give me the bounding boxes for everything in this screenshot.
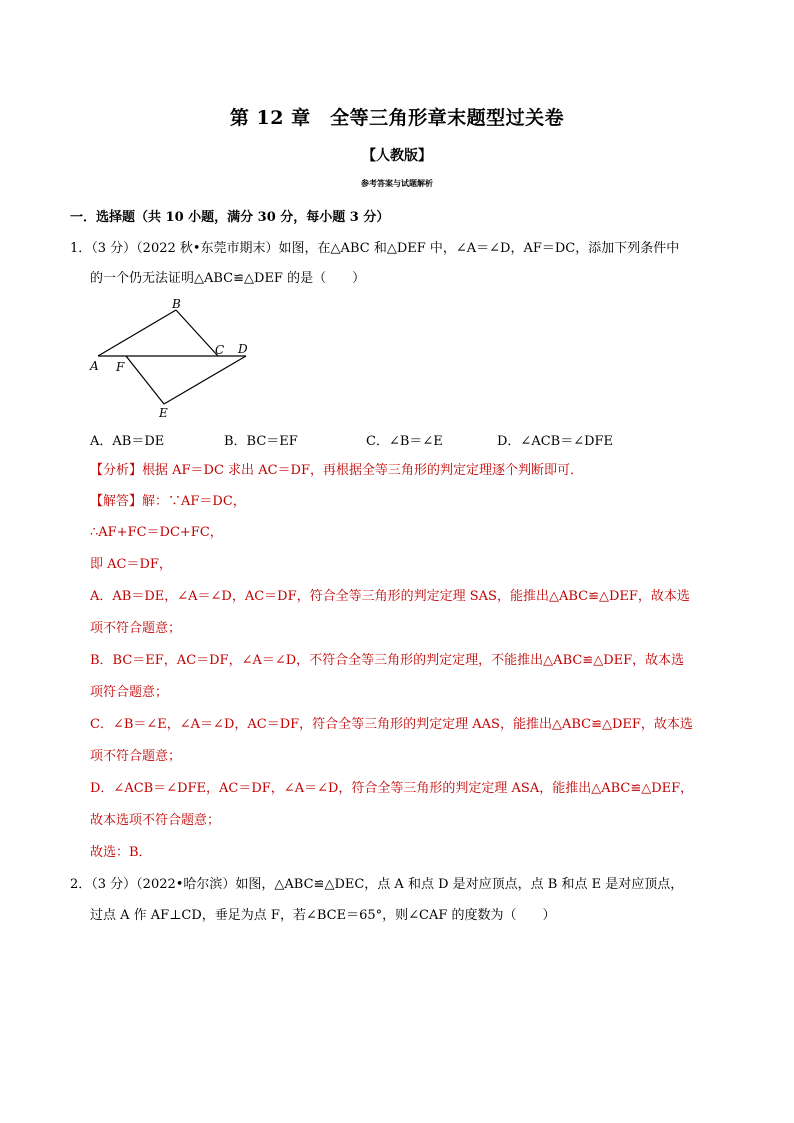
case-a-line1: A．AB＝DE，∠A＝∠D，AC＝DF，符合全等三角形的判定定理 SAS，能推出△ABC≌△DEF，故本选 xyxy=(90,589,690,604)
case-a-line2: 项不符合题意； xyxy=(90,621,182,636)
case-d-line2: 故本选项不符合题意； xyxy=(90,813,221,828)
solution-step-2: 即 AC＝DF， xyxy=(90,557,172,572)
line-bc xyxy=(176,310,218,356)
option-b: B．BC＝EF xyxy=(224,434,298,449)
label-c: C xyxy=(215,343,225,357)
q1-stem-line2: 的一个仍无法证明△ABC≌△DEF 的是（ ） xyxy=(90,271,366,286)
q2-stem-line2: 过点 A 作 AF⊥CD，垂足为点 F，若∠BCE＝65°，则∠CAF 的度数为（ ） xyxy=(90,908,556,923)
case-b-line2: 项符合题意； xyxy=(90,685,169,700)
case-c-line2: 项不符合题意； xyxy=(90,749,182,764)
answer-note: 参考答案与试题解析 xyxy=(361,178,433,188)
q1-figure xyxy=(86,296,256,424)
analysis-text: 根据 AF＝DC 求出 AC＝DF，再根据全等三角形的判定定理逐个判断即可． xyxy=(142,463,583,478)
solution-tag: 【解答】 xyxy=(90,494,143,509)
solution-line xyxy=(90,493,246,511)
page-title: 第 12 章 全等三角形章末题型过关卷 xyxy=(229,107,565,129)
section-heading: 一．选择题（共 10 小题，满分 30 分，每小题 3 分） xyxy=(70,210,390,225)
q1-stem-line1: 1．（3 分）（2022 秋•东莞市期末）如图，在△ABC 和△DEF 中，∠A＝∠D，AF＝DC，添加下列条件中 xyxy=(70,241,680,256)
option-d: D．∠ACB＝∠DFE xyxy=(497,434,614,449)
label-b: B xyxy=(172,297,181,311)
line-de xyxy=(164,356,246,404)
option-c: C．∠B＝∠E xyxy=(366,434,443,449)
label-a: A xyxy=(90,359,99,373)
answer-line: 故选：B． xyxy=(90,845,152,860)
label-d: D xyxy=(238,342,248,356)
edition-label: 【人教版】 xyxy=(362,148,432,164)
analysis-line xyxy=(90,462,583,480)
case-d-line1: D．∠ACB＝∠DFE，AC＝DF，∠A＝∠D，符合全等三角形的判定定理 ASA，能推出△ABC≌△DEF， xyxy=(90,781,694,796)
q2-stem-line1: 2．（3 分）（2022•哈尔滨）如图，△ABC≌△DEC，点 A 和点 D 是对应顶点，点 B 和点 E 是对应顶点， xyxy=(70,877,684,892)
option-a: A．AB＝DE xyxy=(90,434,165,449)
case-c-line1: C．∠B＝∠E，∠A＝∠D，AC＝DF，符合全等三角形的判定定理 AAS，能推出△ABC≌△DEF，故本选 xyxy=(90,717,693,732)
line-ef xyxy=(126,356,164,404)
solution-intro: 解：∵AF＝DC， xyxy=(142,494,246,509)
label-e: E xyxy=(159,406,168,420)
analysis-tag: 【分析】 xyxy=(90,463,143,478)
solution-step-1: ∴AF+FC＝DC+FC， xyxy=(90,525,223,540)
case-b-line1: B．BC＝EF，AC＝DF，∠A＝∠D，不符合全等三角形的判定定理，不能推出△ABC≌△DEF，故本选 xyxy=(90,653,685,668)
line-ab xyxy=(98,310,176,356)
label-f: F xyxy=(116,360,125,374)
